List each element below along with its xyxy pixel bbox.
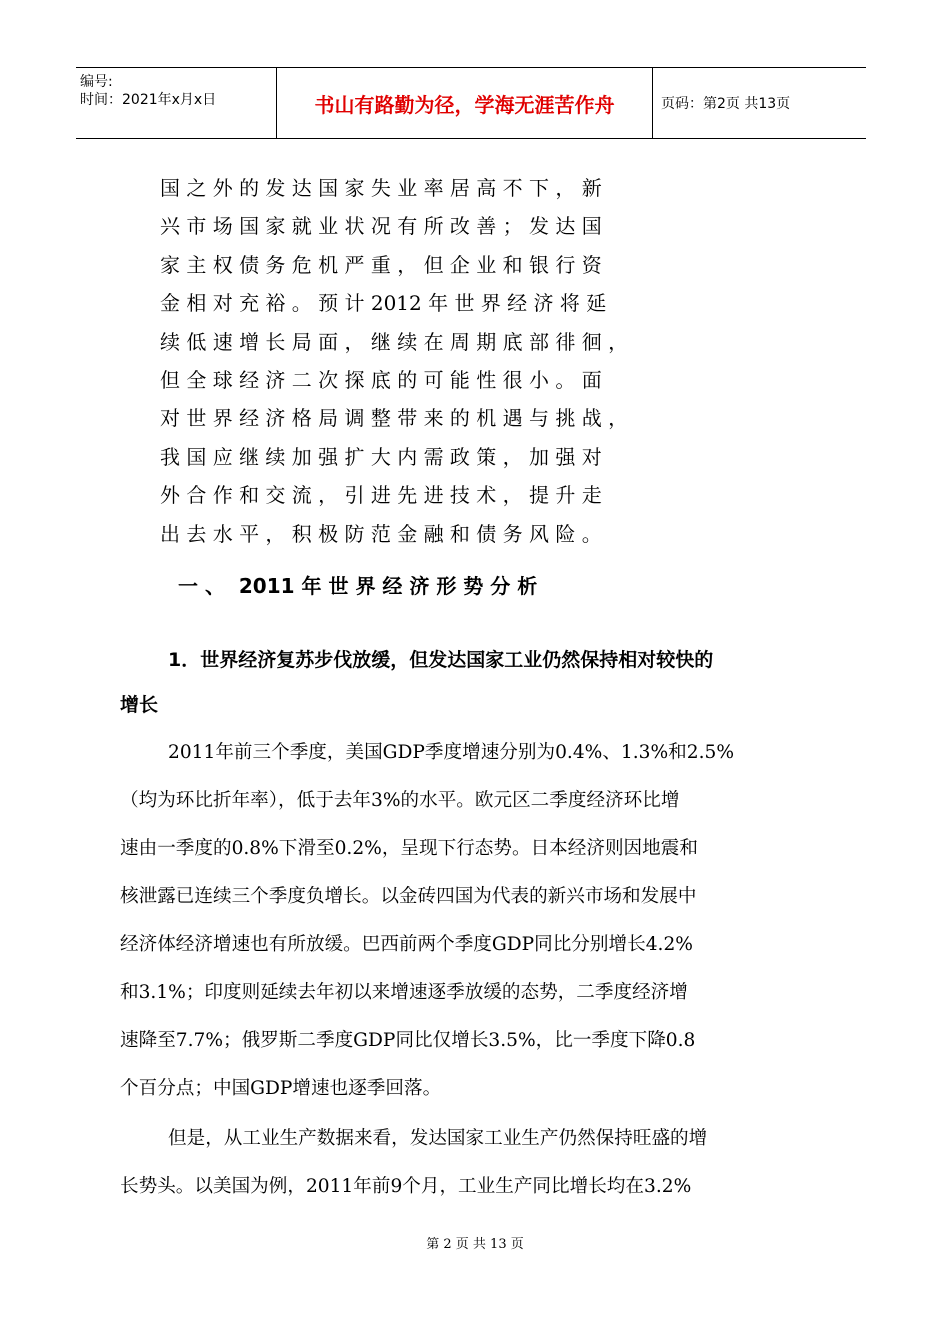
intro-line: 出 去 水 平 ， 积 极 防 范 金 融 和 债 务 风 险 。	[160, 522, 602, 546]
header-divider-1	[276, 68, 277, 138]
subsection-heading-cont: 增长	[120, 694, 159, 716]
paragraph-line: 和3.1%；印度则延续去年初以来增速逐季放缓的态势，二季度经济增	[120, 982, 688, 1003]
time-label: 时间：2021年x月x日	[80, 92, 217, 108]
intro-line: 家 主 权 债 务 危 机 严 重 ， 但 企 业 和 银 行 资	[160, 253, 602, 277]
intro-line: 但 全 球 经 济 二 次 探 底 的 可 能 性 很 小 。 面	[160, 368, 602, 392]
paragraph-line: 2011年前三个季度，美国GDP季度增速分别为0.4%、1.3%和2.5%	[168, 742, 734, 763]
subsection-heading: 1．世界经济复苏步伐放缓，但发达国家工业仍然保持相对较快的	[168, 649, 714, 671]
intro-line: 国 之 外 的 发 达 国 家 失 业 率 居 高 不 下 ， 新	[160, 176, 602, 200]
page-header	[76, 67, 866, 139]
paragraph-line: 核泄露已连续三个季度负增长。以金砖四国为代表的新兴市场和发展中	[120, 886, 697, 907]
intro-line: 外 合 作 和 交 流 ， 引 进 先 进 技 术 ， 提 升 走	[160, 483, 602, 507]
section-heading: 一 、 2011 年 世 界 经 济 形 势 分 析	[178, 574, 538, 598]
intro-line: 我 国 应 继 续 加 强 扩 大 内 需 政 策 ， 加 强 对	[160, 445, 602, 469]
page-footer: 第 2 页 共 13 页	[426, 1237, 524, 1252]
paragraph-line: 速由一季度的0.8%下滑至0.2%，呈现下行态势。日本经济则因地震和	[120, 838, 698, 859]
header-page-code: 页码：第2页 共13页	[661, 96, 791, 112]
intro-line: 金 相 对 充 裕 。 预 计 2012 年 世 界 经 济 将 延	[160, 291, 607, 315]
intro-line: 兴 市 场 国 家 就 业 状 况 有 所 改 善 ； 发 达 国	[160, 214, 602, 238]
header-divider-2	[652, 68, 653, 138]
header-motto: 书山有路勤为径，学海无涯苦作舟	[314, 92, 615, 117]
number-label: 编号:	[80, 74, 113, 90]
intro-line: 对 世 界 经 济 格 局 调 整 带 来 的 机 遇 与 挑 战 ，	[160, 406, 629, 430]
intro-line: 续 低 速 增 长 局 面 ， 继 续 在 周 期 底 部 徘 徊 ，	[160, 330, 629, 354]
paragraph-line: 但是，从工业生产数据来看，发达国家工业生产仍然保持旺盛的增	[168, 1128, 708, 1149]
paragraph-line: 个百分点；中国GDP增速也逐季回落。	[120, 1078, 442, 1099]
paragraph-line: 经济体经济增速也有所放缓。巴西前两个季度GDP同比分别增长4.2%	[120, 934, 693, 955]
paragraph-line: （均为环比折年率），低于去年3%的水平。欧元区二季度经济环比增	[120, 790, 680, 811]
paragraph-line: 速降至7.7%；俄罗斯二季度GDP同比仅增长3.5%，比一季度下降0.8	[120, 1030, 696, 1051]
header-meta	[76, 68, 276, 138]
paragraph-line: 长势头。以美国为例，2011年前9个月，工业生产同比增长均在3.2%	[120, 1176, 692, 1197]
